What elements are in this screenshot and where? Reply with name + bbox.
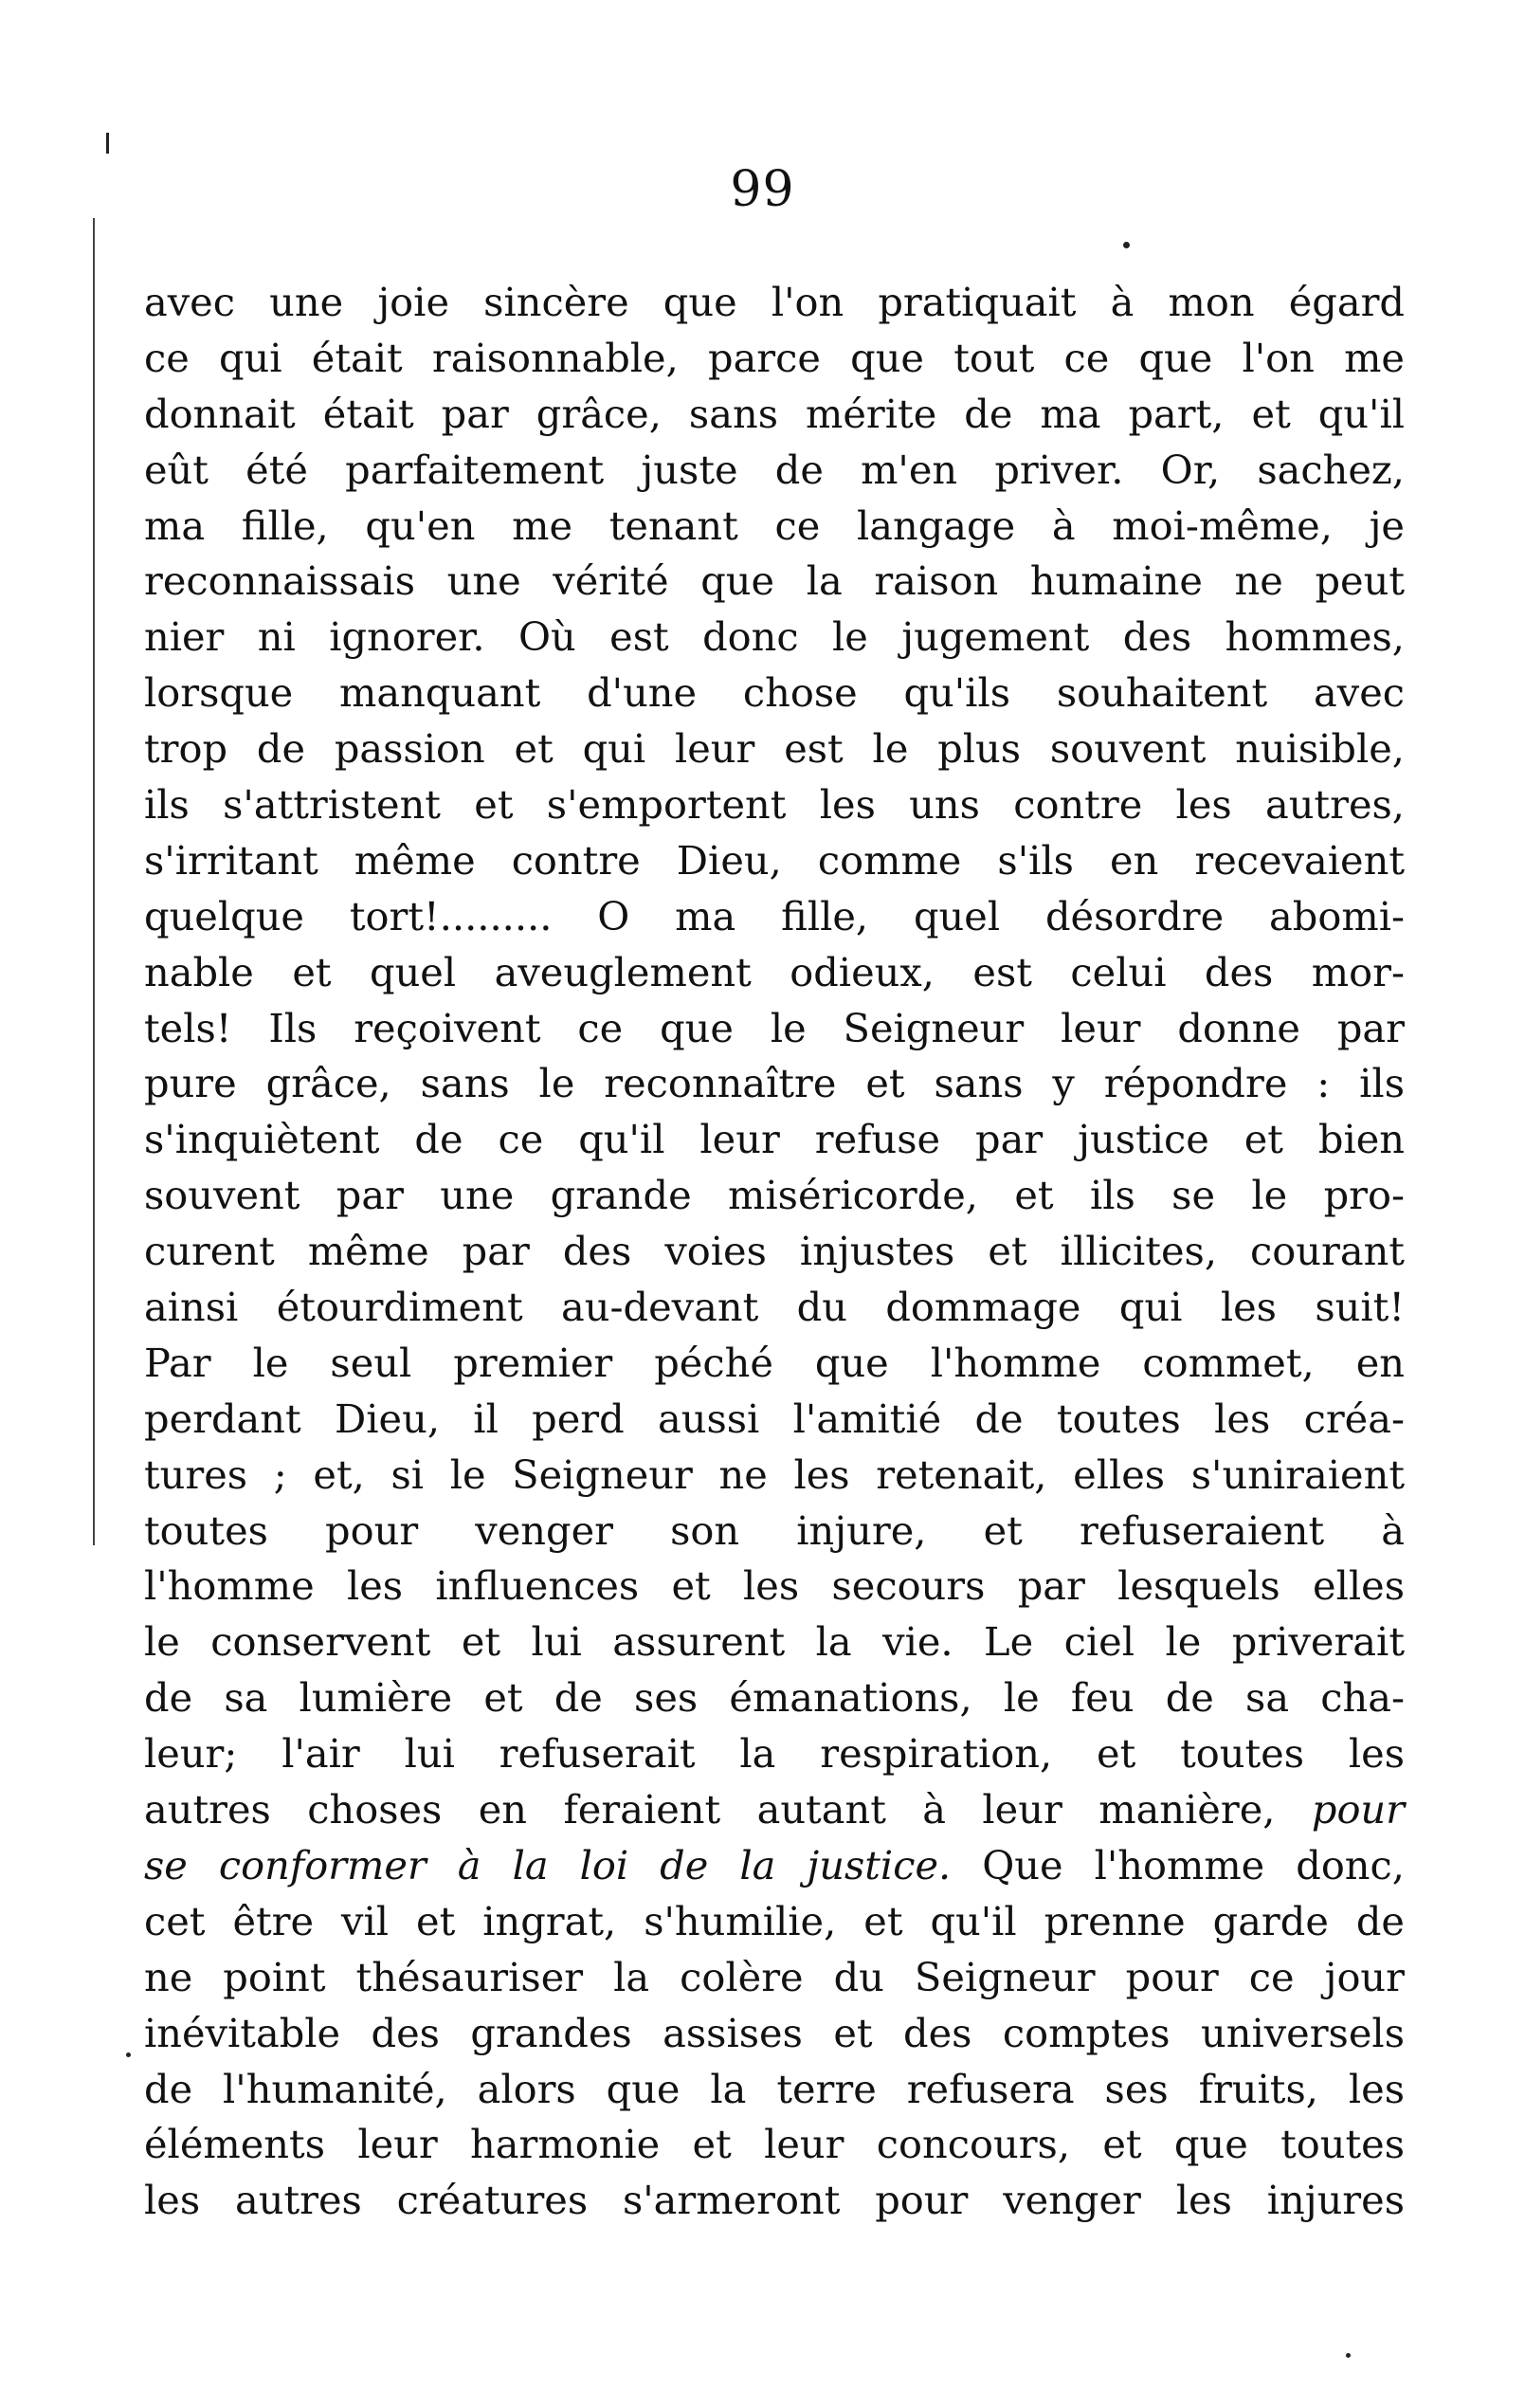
text-line: nable et quel aveuglement odieux, est celui des mor- (144, 948, 1405, 995)
text-line: les autres créatures s'armeront pour venger les injures (144, 2177, 1405, 2224)
text-line: inévitable des grandes assises et des comptes universels (144, 2009, 1405, 2056)
print-speck (126, 2052, 131, 2057)
body-text (144, 275, 1405, 2229)
text-line: donnait était par grâce, sans mérite de ma part, et qu'il (144, 390, 1405, 437)
text-line: le conservent et lui assurent la vie. Le ciel le priverait (144, 1618, 1405, 1666)
text-line: perdant Dieu, il perd aussi l'amitié de toutes les créa- (144, 1395, 1405, 1442)
text-line: eût été parfaitement juste de m'en priver. Or, sachez, (144, 446, 1405, 493)
text-line: leur; l'air lui refuserait la respiration, et toutes les (144, 1730, 1405, 1778)
text-line: l'homme les influences et les secours par lesquels elles (144, 1562, 1405, 1610)
text-line: ce qui était raisonnable, parce que tout ce que l'on me (144, 334, 1405, 381)
text-line: ma fille, qu'en me tenant ce langage à moi-même, je (144, 502, 1405, 549)
print-speck (1123, 242, 1130, 248)
text-line: ainsi étourdiment au-devant du dommage qui les suit! (144, 1284, 1405, 1331)
text-line: tures ; et, si le Seigneur ne les retenait, elles s'uniraient (144, 1450, 1405, 1498)
line-text: autres choses en feraient autant à leur manière, (144, 1786, 1276, 1833)
text-line: ils s'attristent et s'emportent les uns contre les autres, (144, 781, 1405, 829)
text-line: curent même par des voies injustes et illicites, courant (144, 1228, 1405, 1275)
italic-text: se conformer à la loi de la justice. (144, 1841, 952, 1888)
text-line: tels! Ils reçoivent ce que le Seigneur leur donne par (144, 1004, 1405, 1051)
text-line: cet être vil et ingrat, s'humilie, et qu'il prenne garde de (144, 1897, 1405, 1944)
print-speck (1346, 2353, 1351, 2358)
margin-rule (93, 218, 95, 1545)
text-line: de sa lumière et de ses émanations, le feu de sa cha- (144, 1674, 1405, 1722)
text-line: pure grâce, sans le reconnaître et sans y répondre : ils (144, 1060, 1405, 1107)
text-line: éléments leur harmonie et leur concours, et que toutes (144, 2121, 1405, 2168)
text-line: Par le seul premier péché que l'homme commet, en (144, 1339, 1405, 1386)
text-line: avec une joie sincère que l'on pratiquait à mon égard (144, 279, 1405, 325)
text-line: trop de passion et qui leur est le plus souvent nuisible, (144, 725, 1405, 773)
text-line: quelque tort!......... O ma fille, quel désordre abomi- (144, 892, 1405, 939)
italic-text: pour (1311, 1786, 1405, 1833)
text-line: s'irritant même contre Dieu, comme s'ils en recevaient (144, 836, 1405, 884)
page-number: 99 (730, 161, 795, 218)
text-line: reconnaissais une vérité que la raison humaine ne peut (144, 557, 1405, 605)
text-line: souvent par une grande miséricorde, et ils se le pro- (144, 1172, 1405, 1219)
margin-mark (106, 133, 109, 154)
text-line: ne point thésauriser la colère du Seigneur pour ce jour (144, 1953, 1405, 2000)
text-line: lorsque manquant d'une chose qu'ils souhaitent avec (144, 669, 1405, 717)
line-text: Que l'homme donc, (982, 1841, 1405, 1888)
text-line: de l'humanité, alors que la terre refusera ses fruits, les (144, 2065, 1405, 2112)
text-line: nier ni ignorer. Où est donc le jugement des hommes, (144, 613, 1405, 661)
text-line (144, 1838, 1405, 1894)
text-line: s'inquiètent de ce qu'il leur refuse par justice et bien (144, 1116, 1405, 1163)
text-line (144, 1782, 1405, 1838)
text-line: toutes pour venger son injure, et refuseraient à (144, 1506, 1405, 1554)
